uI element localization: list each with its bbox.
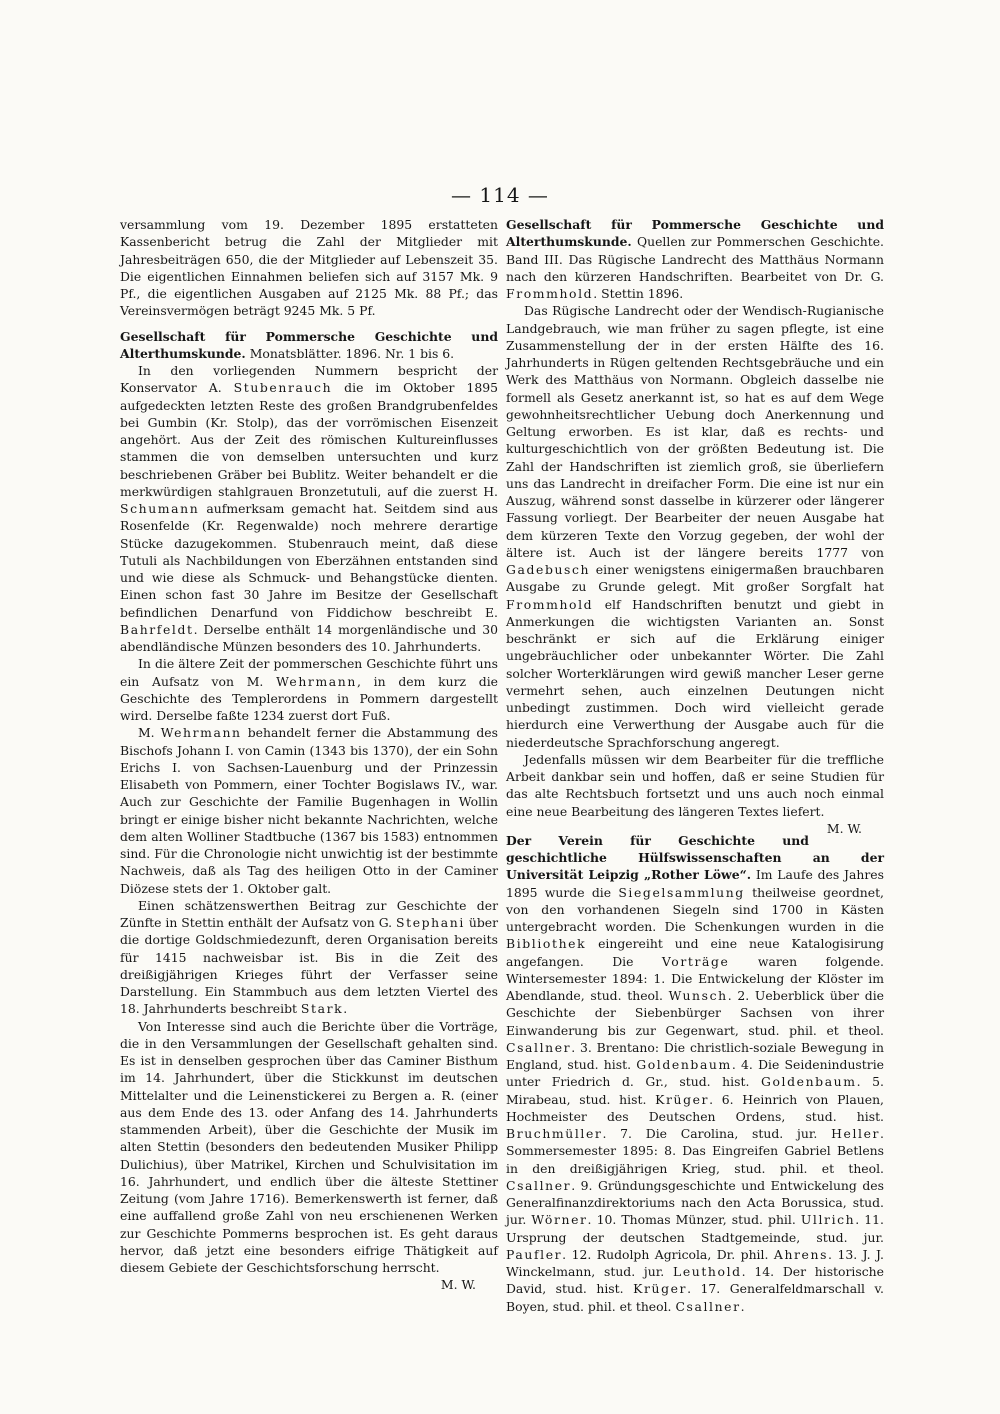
author-name: Frommhold [506,596,594,612]
paragraph-bischof: M. Wehrmann behandelt ferner die Abstammung des Bischofs Johann I. von Camin (1343 bis 1370), der ein Sohn Erichs I. von Sachsen-Lauenburg und der Prinzessin Elisabeth von Pommern, einer Tochter Bogislaws IV., war. Auch zur Geschichte der Familie Bugenhagen in Wollin bringt er einige bisher nicht bekannte Nachrichten, welche dem alten Wolliner Stadtbuche (1367 bis 1583) entnommen sind. Für die Chronologie nicht unwichtig ist der bestimmte Nachweis, daß als Tag des heiligen Otto in der Caminer Diözese stets der 1. Oktober galt. [120,725,498,896]
speaker-name: Ullrich [800,1212,856,1228]
speaker-name: Heller [831,1126,881,1141]
author-name: Stubenrauch [233,380,333,396]
speaker-name: Krüger [633,1281,688,1297]
author-name: Wehrmann [276,673,357,689]
section-title: Der Verein für Geschichte und geschichtliche Hülfswissenschaften an der Universität Leipzig „Rother Löwe“. [506,832,884,883]
speaker-name: Goldenbaum [761,1074,857,1090]
speaker-name: Ahrens [773,1246,829,1262]
speaker-name: Paufler [506,1246,563,1262]
signature: M. W. [440,1277,476,1293]
section-title: Gesellschaft für Pommersche Geschichte und Alterthumskunde. [120,328,498,361]
signature: M. W. [826,820,862,836]
author-name: Wehrmann [160,725,242,741]
section-leipzig: Der Verein für Geschichte und geschichtliche Hülfswissenschaften an der Universität Leipzig „Rother Löwe“. Im Laufe des Jahres 1895 wurde die Siegelsammlung theilweise geordnet, von den vorhandenen Siegeln sind 1700 in Kästen untergebracht worden. Die Schenkungen wurden in die Bibliothek eingereiht und eine neue Katalogisirung angefangen. Die Vorträge waren folgende. Wintersemester 1894: 1. Die Entwickelung der Klöster im Abendlande, stud. theol. Wunsch. 2. Ueberblick über die Geschichte der Siebenbürger Sachsen von ihrer Einwanderung bis zur Gegenwart, stud. phil. et theol. Csallner. 3. Brentano: Die christlich-soziale Bewegung in England, stud. hist. Goldenbaum. 4. Die Seidenindustrie unter Friedrich d. Gr., stud. hist. Goldenbaum. 5. Mirabeau, stud. hist. Krüger. 6. Heinrich von Plauen, Hochmeister des Deutschen Ordens, stud. hist. Bruchmüller. 7. Die Carolina, stud. jur. Heller. Sommersemester 1895: 8. Das Eingreifen Gabriel Betlens in den dreißigjährigen Krieg, stud. phil. et theol. Csallner. 9. Gründungsgeschichte und Entwickelung des Generalfinanzdirektoriums nach den Acta Borussica, stud. jur. Wörner. 10. Thomas Münzer, stud. phil. Ullrich. 11. Ursprung der deutschen Stadtgemeinde, stud. jur. Paufler. 12. Rudolph Agricola, Dr. phil. Ahrens. 13. J. J. Winckelmann, stud. jur. Leuthold. 14. Der historische David, stud. hist. Krüger. 17. Generalfeldmarschall v. Boyen, stud. phil. et theol. Csallner. [506,832,884,1314]
speaker-name: Csallner [675,1298,741,1314]
author-name: Gadebusch [506,562,591,577]
author-name: Stephani [396,915,465,930]
paragraph-vortraege: Von Interesse sind auch die Berichte über die Vorträge, die in den Versammlungen der Gesellschaft gehalten sind. Es ist in denselben gesprochen über das Caminer Bisthum im 14. Jahrhundert, über die Stickkunst im deutschen Mittelalter und die Leinenstickerei zu Bergen a. R. (einer aus dem Ende des 13. oder Anfang des 14. Jahrhunderts stammenden Arbeit), über die Geschichte der Musik im alten Stettin (besonders den bedeutenden Musiker Philipp Dulichius), über Matrikel, Kirchen und Schulvisitation im 16. Jahrhundert, und endlich über die älteste Stettiner Zeitung (vom Jahre 1716). Bemerkenswerth ist ferner, daß eine auffallend große Zahl von neu erschienenen Werken zur Geschichte Pommerns besprochen ist. Es geht daraus hervor, daß jetzt eine besonders eifrige Thätigkeit auf diesem Gebiete der Geschichtsforschung herrscht. M. W. [120,1018,498,1293]
author-name: Bahrfeldt [120,621,194,637]
section-title: Gesellschaft für Pommersche Geschichte und Alterthumskunde. [506,217,884,250]
paragraph-goldschmiede: Einen schätzenswerthen Beitrag zur Geschichte der Zünfte in Stettin enthält der Aufsatz von G. Stephani über die dortige Goldschmiedezunft, deren Organisation bereits für 1415 nachweisbar ist. Bis in die Zeit des dreißigjährigen Krieges führt der Verfasser seine Darstellung. Ein Stammbuch aus dem letzten Viertel des 18. Jahrhunderts beschreibt Stark. [120,897,499,1017]
author-name: Stark [300,1001,344,1017]
speaker-name: Wörner [531,1212,588,1228]
left-column [120,216,498,1294]
speaker-name: Wunsch [668,988,728,1003]
speaker-name: Krüger [655,1091,710,1107]
right-column [506,216,884,1315]
paragraph-landrecht: Das Rügische Landrecht oder der Wendisch-Rugianische Landgebrauch, wie man früher zu sagen pflegte, ist eine Zusammenstellung der in der ersten Hälfte des 16. Jahrhunderts in Rügen geltenden Rechtsgebräuche und ein Werk des Matthäus von Normann. Obgleich dasselbe nie formell als Gesetz anerkannt ist, so hat es auf dem Wege gewohnheitsrechtlicher Uebung doch Anerkennung und Geltung erworben. Es ist klar, daß es rechts- und kulturgeschichtlich von der größten Bedeutung ist. Die Zahl der Handschriften ist ziemlich groß, sie überliefern uns das Landrecht in dreifacher Form. Die eine ist nur ein Auszug, während sonst dasselbe in kürzerer oder längerer Fassung vorliegt. Der Bearbeiter der neuen Ausgabe hat dem kürzeren Texte den Vorzug gegeben, der wohl der ältere ist. Auch ist der längere bereits 1777 von Gadebusch einer wenigstens einigermaßen brauchbaren Ausgabe zu Grunde gelegt. Mit großer Sorgfalt hat Frommhold elf Handschriften benutzt und giebt in Anmerkungen die wichtigsten Varianten an. Sonst beschränkt er sich auf die Erklärung einiger ungebräuchlicher oder unbekannter Wörter. Die Zahl solcher Worterklärungen wird gewiß mancher Leser gerne vermehrt sehen, auch einzelnen Deutungen nicht unbedingt zustimmen. Doch wird vielleicht gerade hierdurch eine Verwerthung der Ausgabe auch für die niederdeutsche Sprachforschung angeregt. [506,303,884,750]
speaker-name: Bruchmüller [506,1126,603,1141]
paragraph-membership: versammlung vom 19. Dezember 1895 erstatteten Kassenbericht betrug die Zahl der Mitglieder mit Jahresbeiträgen 650, die der Mitglieder auf Lebenszeit 35. Die eigentlichen Einnahmen beliefen sich auf 3157 Mk. 9 Pf., die eigentlichen Ausgaben auf 2125 Mk. 88 Pf.; das Vereinsvermögen beträgt 9245 Mk. 5 Pf. [120,217,498,319]
speaker-name: Goldenbaum [636,1057,732,1072]
section-heading-quellen: Gesellschaft für Pommersche Geschichte und Alterthumskunde. Quellen zur Pommerschen Geschichte. Band III. Das Rügische Landrecht des Matthäus Normann nach den kürzeren Handschriften. Bearbeitet von Dr. G. Frommhold. Stettin 1896. [506,217,884,301]
section-subtitle: Monatsblätter. 1896. Nr. 1 bis 6. [245,345,455,361]
speaker-name: Csallner [506,1039,572,1055]
speaker-name: Csallner [506,1177,572,1193]
paragraph-templer: In die ältere Zeit der pommerschen Geschichte führt uns ein Aufsatz von M. Wehrmann, in dem kurz die Geschichte des Templerordens in Pommern dargestellt wird. Derselbe faßte 1234 zuerst dort Fuß. [120,656,498,723]
paragraph-conclusion: Jedenfalls müssen wir dem Bearbeiter für die treffliche Arbeit dankbar sein und hoffen, daß er seine Studien für das alte Rechtsbuch fortsetzt und uns auch noch einmal eine neue Bearbeitung des längeren Textes liefert. M. W. [506,751,884,836]
paragraph-stubenrauch: In den vorliegenden Nummern bespricht der Konservator A. Stubenrauch die im Oktober 1895 aufgedeckten letzten Reste des großen Brandgrubenfeldes bei Gumbin (Kr. Stolp), das der vorrömischen Eisenzeit angehört. Aus der Zeit des römischen Kultureinflusses stammen die von demselben untersuchten und kurz beschriebenen Gräber bei Bublitz. Weiter behandelt er die merkwürdigen stahlgrauen Bronzetutuli, auf die zuerst H. Schumann aufmerksam gemacht hat. Seitdem sind aus Rosenfelde (Kr. Regenwalde) noch mehrere derartige Stücke dazugekommen. Stubenrauch meint, daß diese Tutuli als Nachbildungen von Eberzähnen entstanden sind und wie diese als Schmuck- und Behangstücke dienten. Einen schon fast 30 Jahre im Besitze der Gesellschaft befindlichen Denarfund von Fiddichow beschreibt E. Bahrfeldt. Derselbe enthält 14 morgenländische und 30 abendländische Münzen besonders des 10. Jahrhunderts. [120,363,498,654]
speaker-name: Leuthold [673,1264,742,1279]
section-heading-monatsblaetter [120,328,498,363]
author-name: Frommhold [506,286,594,301]
page-number: — 114 — [451,183,549,207]
author-name: Schumann [120,501,200,516]
